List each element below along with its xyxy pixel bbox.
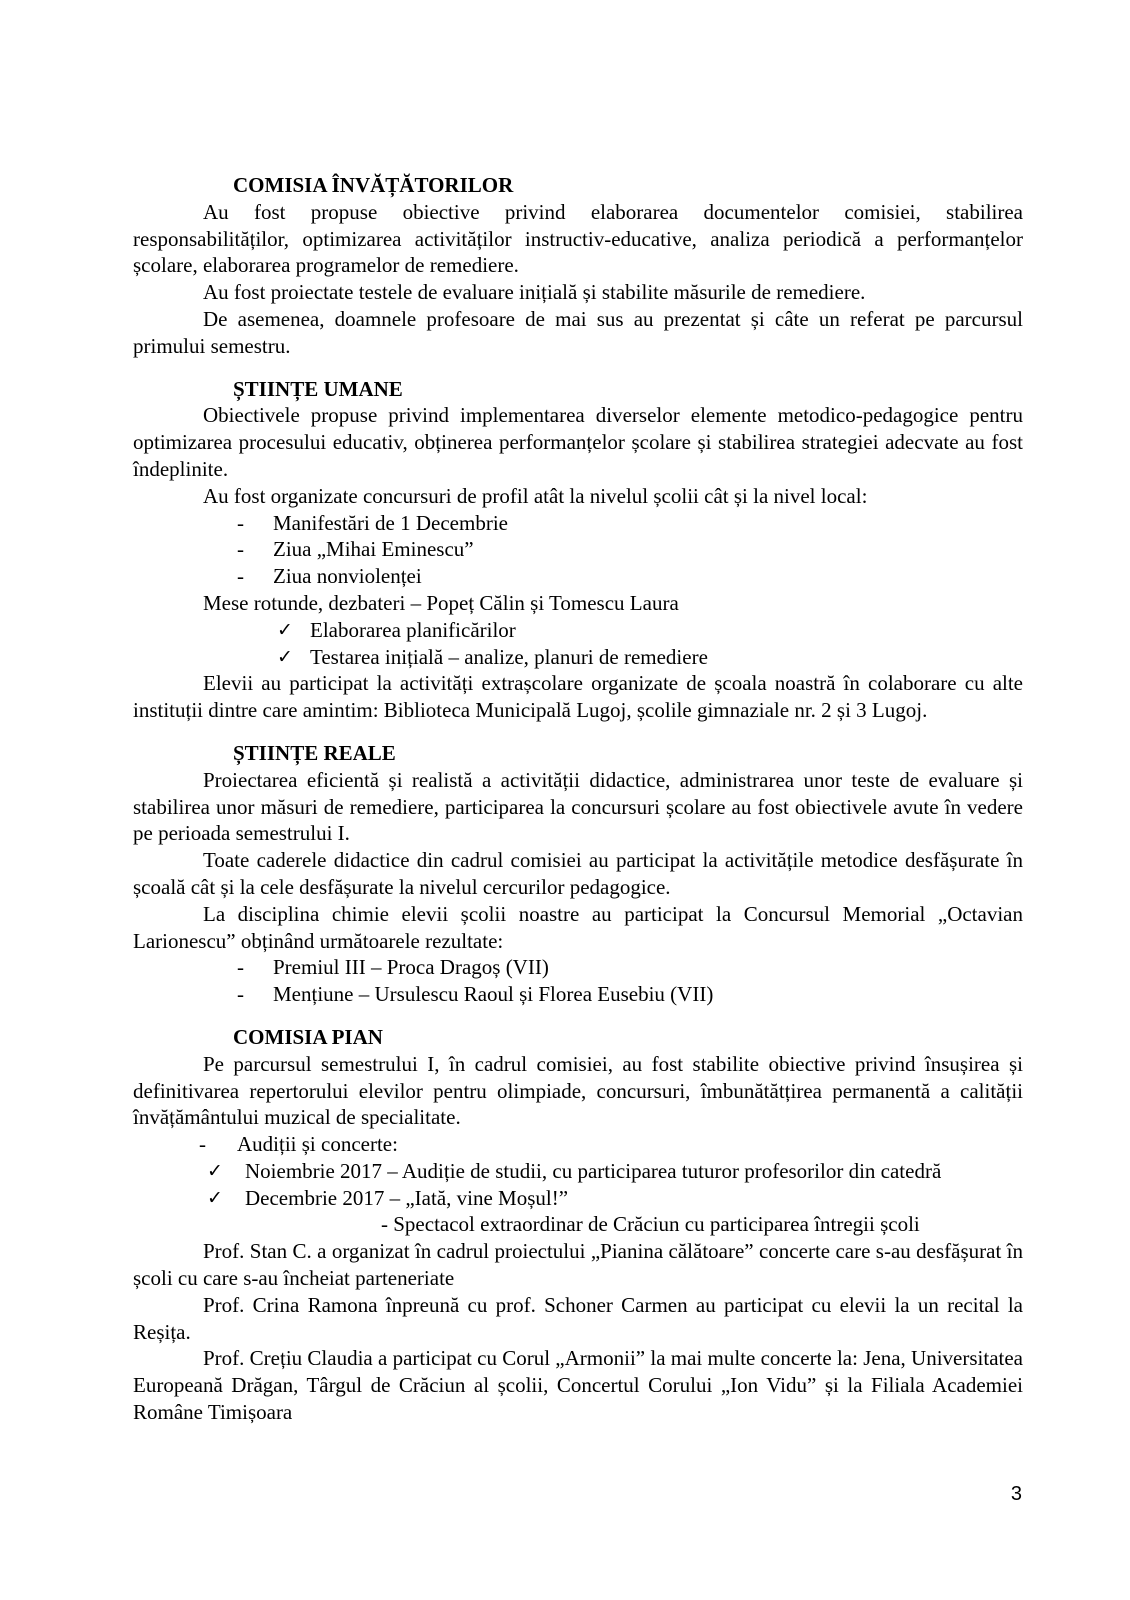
paragraph: Mese rotunde, dezbateri – Popeț Călin și Tomescu Laura [203, 590, 679, 615]
section-heading: COMISIA PIAN [233, 1024, 383, 1049]
checklist-item [133, 644, 1023, 671]
paragraph: De asemenea, doamnele profesoare de mai sus au prezentat și câte un referat pe parcursul primului semestru. [133, 306, 1023, 358]
paragraph: Au fost organizate concursuri de profil atât la nivelul școlii cât și la nivel local: [203, 483, 868, 508]
list-item [133, 954, 1023, 981]
dash-bullet: - [237, 537, 244, 562]
list-item-text: Testarea inițială – analize, planuri de remediere [310, 644, 708, 669]
paragraph: Prof. Crețiu Claudia a participat cu Corul „Armonii” la mai multe concerte la: Jena, Universitatea Europeană Drăgan, Târgul de Crăciun al școlii, Concertul Corului „Ion Vidu” și la Filiala Academiei Române Timișoara [133, 1346, 1023, 1425]
paragraph: Au fost propuse obiective privind elaborarea documentelor comisiei, stabilirea responsabilităților, optimizarea activităților instructiv-educative, analiza periodică a performanțelor școlare, elaborarea programelor de remediere. [133, 199, 1023, 278]
section-comisia-pian [133, 1024, 1023, 1426]
dash-bullet: - [199, 1132, 206, 1157]
section-spacer [133, 724, 1023, 740]
list-item-text: Ziua nonviolenței [273, 564, 422, 589]
dash-bullet: - [237, 955, 244, 980]
list-item [133, 1131, 1023, 1158]
list-item [133, 563, 1023, 590]
checklist-item [133, 1185, 1023, 1212]
paragraph: Obiectivele propuse privind implementarea diverselor elemente metodico-pedagogice pentru optimizarea procesului educativ, obținerea performanțelor școlare și stabilirea strategiei adecvate au fost îndeplinite. [133, 403, 1023, 481]
list-item-text: Premiul III – Proca Dragoș (VII) [273, 955, 549, 980]
list-item [133, 510, 1023, 537]
checkmark-icon: ✓ [207, 1159, 223, 1182]
checklist-item [133, 617, 1023, 644]
section-stiinte-umane [133, 376, 1023, 724]
checkmark-icon: ✓ [277, 618, 293, 641]
section-stiinte-reale [133, 740, 1023, 1008]
list-item-text: Manifestări de 1 Decembrie [273, 510, 508, 535]
list-item-text: Noiembrie 2017 – Audiție de studii, cu participarea tuturor profesorilor din catedră [245, 1158, 942, 1183]
checkmark-icon: ✓ [277, 645, 293, 668]
section-heading: ȘTIINȚE REALE [233, 740, 396, 765]
list-item-text: Mențiune – Ursulescu Raoul și Florea Eusebiu (VII) [273, 982, 714, 1007]
paragraph: Prof. Crina Ramona înpreună cu prof. Schoner Carmen au participat cu elevii la un recital la Reșița. [133, 1292, 1023, 1344]
list-item-text: Ziua „Mihai Eminescu” [273, 537, 474, 562]
dash-bullet: - [237, 564, 244, 589]
checkmark-icon: ✓ [207, 1186, 223, 1209]
paragraph: Au fost proiectate testele de evaluare inițială și stabilite măsurile de remediere. [203, 280, 866, 305]
paragraph: Prof. Stan C. a organizat în cadrul proiectului „Pianina călătoare” concerte care s-au desfășurat în școli cu care s-au încheiat parteneriate [133, 1239, 1023, 1291]
section-spacer [133, 1008, 1023, 1024]
sub-note: - Spectacol extraordinar de Crăciun cu participarea întregii școli [381, 1212, 920, 1237]
dash-bullet: - [237, 982, 244, 1007]
list-item-text: Elaborarea planificărilor [310, 617, 516, 642]
checklist-item [133, 1158, 1023, 1185]
list-item-text: Audiții și concerte: [237, 1132, 398, 1157]
paragraph: Pe parcursul semestrului I, în cadrul comisiei, au fost stabilite obiective privind însușirea și definitivarea repertorului elevilor pentru olimpiade, concursuri, îmbunătătțirea permanentă a calității învățământului muzical de specialitate. [133, 1051, 1023, 1130]
section-heading: COMISIA ÎNVĂȚĂTORILOR [233, 173, 514, 197]
section-comisia-invatatorilor [133, 172, 1023, 360]
section-heading: ȘTIINȚE UMANE [233, 376, 403, 401]
list-item [133, 981, 1023, 1008]
dash-bullet: - [237, 510, 244, 535]
paragraph: Elevii au participat la activități extrașcolare organizate de școala noastră în colaborare cu alte instituții dintre care amintim: Biblioteca Municipală Lugoj, școlile gimnaziale nr. 2 și 3 Lugoj. [133, 671, 1023, 723]
paragraph: Toate caderele didactice din cadrul comisiei au participat la activitățile metodice desfășurate în școală cât și la cele desfășurate la nivelul cercurilor pedagogice. [133, 848, 1023, 899]
paragraph: La disciplina chimie elevii școlii noastre au participat la Concursul Memorial „Octavian Larionescu” obținând următoarele rezultate: [133, 901, 1023, 953]
list-item-text: Decembrie 2017 – „Iată, vine Moșul!” [245, 1185, 569, 1210]
page-number: 3 [1010, 1483, 1022, 1505]
list-item [133, 536, 1023, 563]
section-spacer [133, 360, 1023, 376]
paragraph: Proiectarea eficientă și realistă a activității didactice, administrarea unor teste de evaluare și stabilirea unor măsuri de remediere, participarea la concursuri școlare au fost obiectivele avute în vedere pe perioada semestrului I. [133, 767, 1023, 846]
